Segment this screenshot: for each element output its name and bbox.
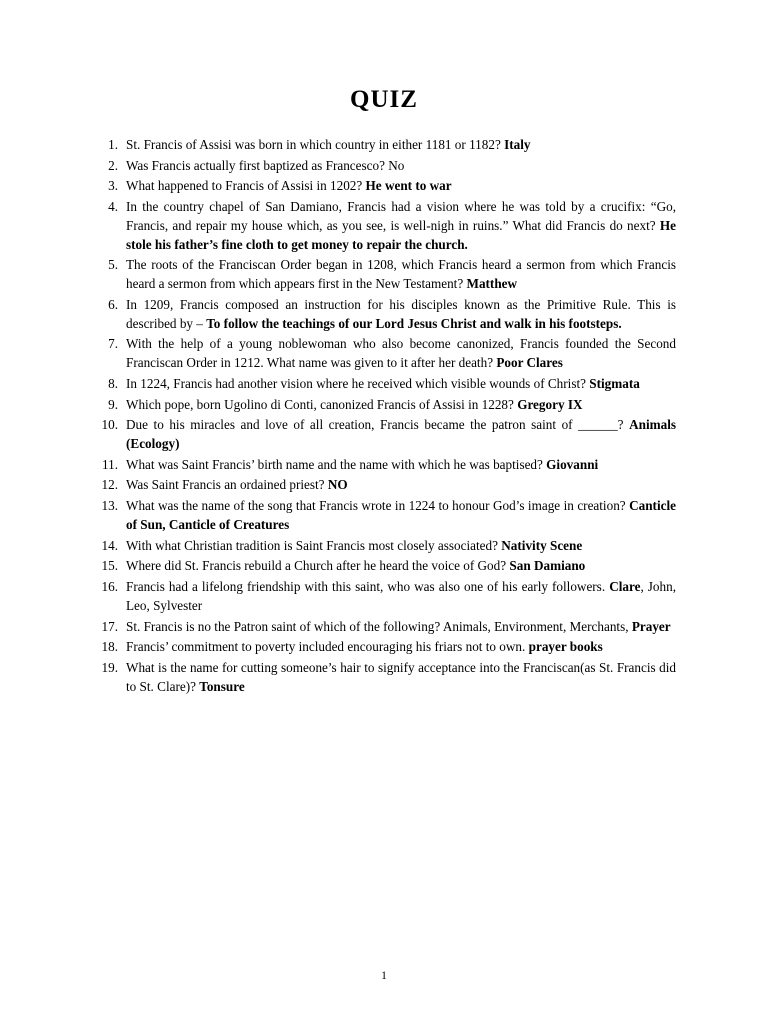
answer-text: Matthew xyxy=(466,276,518,292)
answer-text: To follow the teachings of our Lord Jesus Christ and walk in his footsteps. xyxy=(206,315,622,331)
page-number: 1 xyxy=(381,970,387,982)
answer-text: He stole his father’s fine cloth to get money to repair the church. xyxy=(126,217,676,252)
question-text: Was Francis actually first baptized as Francesco? No xyxy=(126,157,405,173)
question-text: Francis’ commitment to poverty included encouraging his friars not to own. xyxy=(126,639,529,655)
answer-text: prayer books xyxy=(528,639,603,655)
answer-text: Prayer xyxy=(631,618,671,634)
quiz-question xyxy=(92,497,676,534)
question-text: Which pope, born Ugolino di Conti, canonized Francis of Assisi in 1228? xyxy=(126,396,518,412)
answer-text: Clare xyxy=(609,579,641,595)
quiz-question xyxy=(92,157,676,176)
answer-text: Animals (Ecology) xyxy=(126,417,676,452)
answer-text: Giovanni xyxy=(546,456,599,472)
quiz-question xyxy=(92,638,676,657)
quiz-question xyxy=(92,198,676,254)
question-text: In the country chapel of San Damiano, Francis had a vision where he was told by a crucifix: “Go, Francis, and repair my house which, as you see, is well-nigh in ruins.” What did Francis do next? xyxy=(126,199,676,233)
quiz-question xyxy=(92,375,676,394)
quiz-question xyxy=(92,578,676,615)
question-text: What happened to Francis of Assisi in 1202? xyxy=(126,178,366,194)
answer-text: He went to war xyxy=(365,178,452,194)
answer-text: San Damiano xyxy=(509,558,586,574)
question-text: Was Saint Francis an ordained priest? xyxy=(126,477,328,493)
answer-text: Nativity Scene xyxy=(501,537,583,553)
question-text: In 1209, Francis composed an instruction for his disciples known as the Primitive Rule. This is described by – xyxy=(126,296,676,331)
quiz-question xyxy=(92,177,676,196)
answer-text: Stigmata xyxy=(589,375,640,391)
answer-text: Poor Clares xyxy=(496,355,563,371)
quiz-question xyxy=(92,396,676,415)
quiz-question-list xyxy=(92,136,676,697)
answer-text: Canticle of Sun, Canticle of Creatures xyxy=(126,498,676,532)
quiz-question xyxy=(92,618,676,637)
question-text: What is the name for cutting someone’s hair to signify acceptance into the Franciscan(as St. Francis did to St. Clare)? xyxy=(126,660,676,694)
quiz-question xyxy=(92,476,676,495)
page-title: QUIZ xyxy=(350,86,418,113)
quiz-question xyxy=(92,557,676,576)
quiz-question xyxy=(92,296,676,333)
question-text: What was the name of the song that Francis wrote in 1224 to honour God’s image in creation? xyxy=(126,498,630,514)
question-text: Where did St. Francis rebuild a Church after he heard the voice of God? xyxy=(126,558,510,574)
question-text: St. Francis of Assisi was born in which country in either 1181 or 1182? xyxy=(126,137,505,152)
answer-text: NO xyxy=(327,477,348,493)
quiz-question xyxy=(92,537,676,556)
answer-text: Tonsure xyxy=(199,678,245,694)
question-text: Due to his miracles and love of all creation, Francis became the patron saint of ______? xyxy=(126,417,630,433)
quiz-question xyxy=(92,335,676,372)
question-text: With the help of a young noblewoman who also become canonized, Francis founded the Second Franciscan Order in 1212. What name was given to it after her death? xyxy=(126,336,676,371)
question-text: With what Christian tradition is Saint Francis most closely associated? xyxy=(126,537,502,553)
question-text: In 1224, Francis had another vision where he received which visible wounds of Christ? xyxy=(126,375,590,391)
quiz-question xyxy=(92,136,676,155)
quiz-question xyxy=(92,256,676,293)
answer-text: Gregory IX xyxy=(517,396,583,412)
answer-text: Italy xyxy=(504,137,531,152)
question-text: Francis had a lifelong friendship with this saint, who was also one of his early followers. xyxy=(126,579,610,595)
question-text: What was Saint Francis’ birth name and the name with which he was baptised? xyxy=(126,456,547,472)
question-text: , John, Leo, Sylvester xyxy=(126,579,677,613)
quiz-question xyxy=(92,456,676,475)
quiz-question xyxy=(92,416,676,453)
quiz-question xyxy=(92,659,676,696)
question-text: The roots of the Franciscan Order began in 1208, which Francis heard a sermon from which Francis heard a sermon from which appears first in the New Testament? xyxy=(126,257,676,292)
question-text: St. Francis is no the Patron saint of which of the following? Animals, Environment, Merchants, xyxy=(126,618,632,634)
